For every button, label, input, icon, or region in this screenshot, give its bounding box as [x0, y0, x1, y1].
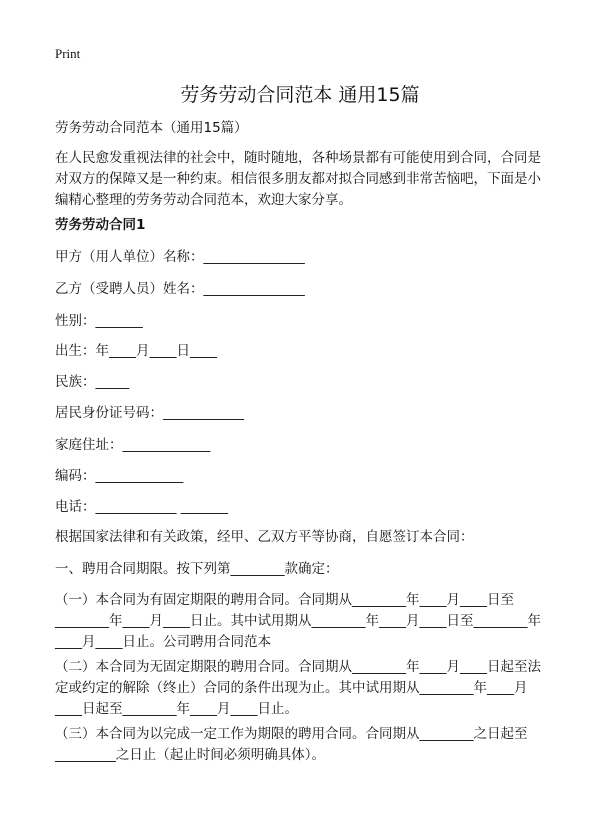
print-link[interactable]: Print: [55, 46, 81, 61]
clause-open-term: [55, 657, 541, 720]
clause-term: 一、聘用合同期限。按下列第________款确定：: [55, 561, 339, 577]
field-id-number: 居民身份证号码：____________: [55, 405, 244, 421]
field-address: 家庭住址：_____________: [55, 437, 211, 453]
subtitle: 劳务劳动合同范本（通用15篇）: [55, 120, 248, 136]
field-birth: 出生：年____月____日____: [55, 343, 217, 359]
clause-preamble: 根据国家法律和有关政策，经甲、乙双方平等协商，自愿签订本合同：: [55, 529, 474, 545]
intro-line: 在人民愈发重视法律的社会中，随时随地，各种场景都有可能使用到合同，合同是: [55, 150, 541, 166]
intro-line: 编精心整理的劳务劳动合同范本，欢迎大家分享。: [55, 192, 352, 208]
clause-line: （三）本合同为以完成一定工作为期限的聘用合同。合同期从________之日起至: [55, 726, 528, 742]
intro-paragraph: [55, 148, 541, 211]
clause-line: ____日起至________年____月____日止。: [55, 701, 298, 717]
clause-line: 定或约定的解除（终止）合同的条件出现为止。其中试用期从________年____月: [55, 680, 528, 696]
clause-line: ________年____月____日止。其中试用期从________年____月____日至________年: [55, 613, 541, 629]
clause-line: ____月____日止。公司聘用合同范本: [55, 634, 271, 650]
section-heading: 劳务劳动合同1: [55, 217, 146, 233]
field-gender: 性别：_______: [55, 313, 143, 329]
clause-fixed-term: [55, 590, 541, 653]
field-party-b: 乙方（受聘人员）姓名：_______________: [55, 281, 305, 297]
field-phone: 电话：____________ _______: [55, 499, 229, 515]
intro-line: 对双方的保障又是一种约束。相信很多朋友都对拟合同感到非常苦恼吧，下面是小: [55, 171, 541, 187]
clause-line: _________之日止（起止时间必须明确具体）。: [55, 747, 325, 763]
page-title: 劳务劳动合同范本 通用15篇: [180, 84, 420, 106]
field-party-a: 甲方（用人单位）名称：_______________: [55, 249, 305, 265]
clause-line: （二）本合同为无固定期限的聘用合同。合同期从________年____月____日起至法: [55, 659, 541, 675]
clause-task-term: [55, 724, 528, 766]
clause-line: （一）本合同为有固定期限的聘用合同。合同期从________年____月____日至: [55, 592, 514, 608]
field-postcode: 编码：_____________: [55, 468, 184, 484]
field-ethnicity: 民族：_____: [55, 374, 130, 390]
